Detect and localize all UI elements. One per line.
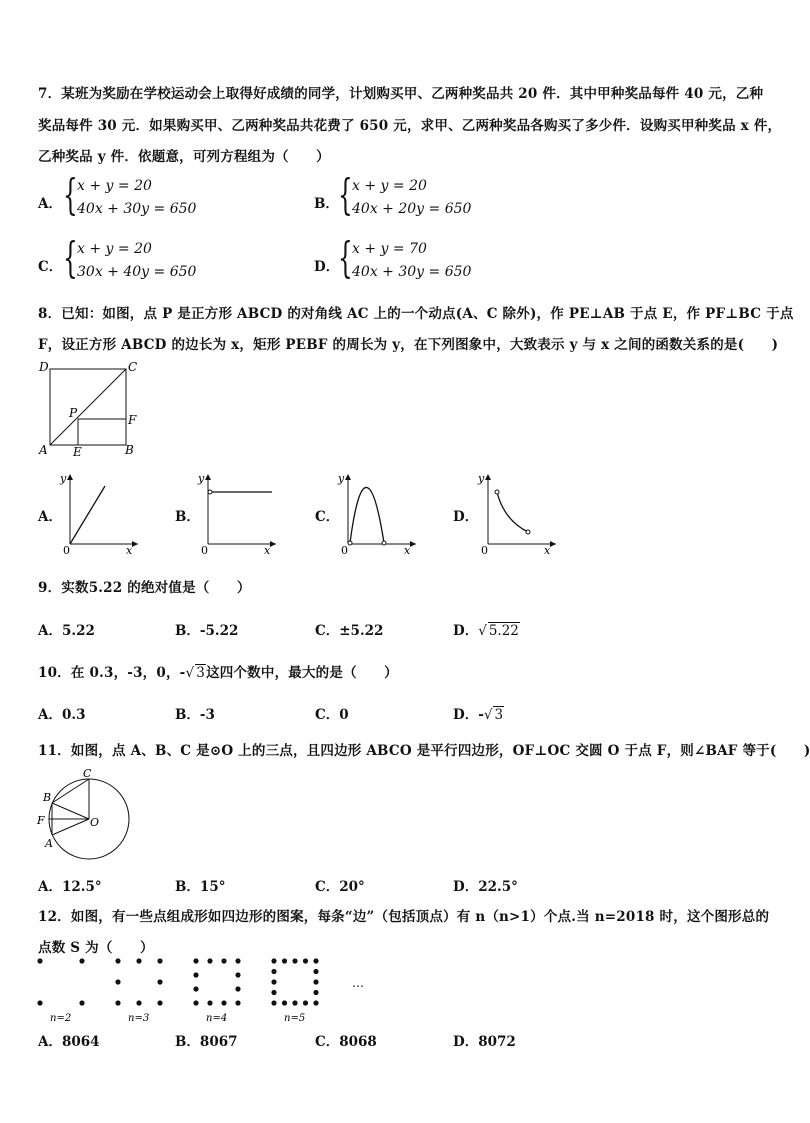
dot (271, 958, 276, 963)
dot (193, 972, 198, 977)
q8-graph-d[interactable] (476, 470, 558, 558)
svg-text:…: … (352, 976, 364, 990)
q12-stem-line1: 12．如图，有一些点组成形如四边形的图案，每条“边”（包括顶点）有 n（n>1）个点.当 n=2018 时，这个图形总的 (38, 909, 770, 925)
q12-option-c[interactable]: C．8068 (315, 1034, 377, 1050)
svg-text:C: C (83, 767, 92, 780)
dot (207, 1000, 212, 1005)
q8-option-a-label[interactable]: A． (38, 509, 62, 525)
svg-text:F: F (37, 814, 45, 827)
svg-text:y: y (338, 472, 345, 485)
q10-option-c[interactable]: C．0 (315, 707, 349, 723)
dot-groups (37, 958, 318, 1005)
q10-option-b[interactable]: B．-3 (175, 707, 215, 723)
dot (313, 958, 318, 963)
svg-text:0: 0 (201, 544, 208, 557)
q7-option-c-label[interactable]: C． (38, 259, 63, 275)
dot (79, 1000, 84, 1005)
q7-stem-line1: 7．某班为奖励在学校运动会上取得好成绩的同学，计划购买甲、乙两种奖品共 20 件．其中甲种奖品每件 40 元，乙种 (38, 86, 764, 102)
svg-text:n=5: n=5 (284, 1013, 306, 1024)
q12-option-b[interactable]: B．8067 (175, 1034, 238, 1050)
label-f: F (128, 413, 137, 427)
rectangle-pebf (78, 419, 126, 445)
q9-option-b[interactable]: B．-5.22 (175, 623, 239, 639)
q12-option-d[interactable]: D．8072 (453, 1034, 516, 1050)
svg-text:x: x (404, 544, 411, 557)
q7-option-a-eq2: 40x + 30y = 650 (77, 201, 197, 217)
svg-text:A: A (45, 837, 53, 850)
dot (271, 969, 276, 974)
label-b: B (125, 443, 134, 457)
q7-option-d-system[interactable]: { x + y = 70 40x + 30y = 650 (338, 233, 472, 282)
q8-stem-line1: 8．已知：如图，点 P 是正方形 ABCD 的对角线 AC 上的一个动点(A、C 除外)，作 PE⊥AB 于点 E，作 PF⊥BC 于点 (38, 306, 794, 322)
q7-option-b-system[interactable]: { x + y = 20 40x + 20y = 650 (338, 170, 472, 219)
segment-bo (52, 803, 89, 819)
label-e: E (73, 445, 82, 459)
svg-text:x: x (544, 544, 551, 557)
dot (303, 958, 308, 963)
q11-option-c[interactable]: C．20° (315, 879, 365, 895)
dot (37, 958, 42, 963)
q7-option-a-label[interactable]: A． (38, 196, 62, 212)
svg-text:y: y (478, 472, 485, 485)
dot (292, 958, 297, 963)
dot (313, 990, 318, 995)
q8-graph-a[interactable] (58, 470, 140, 558)
q12-option-a[interactable]: A．8064 (38, 1034, 100, 1050)
q8-stem-line2: F，设正方形 ABCD 的边长为 x，矩形 PEBF 的周长为 y，在下列图象中，大致表示 y 与 x 之间的函数关系的是( ) (38, 337, 779, 353)
dot (303, 1000, 308, 1005)
q7-option-a-eq1: x + y = 20 (77, 178, 152, 194)
svg-text:x: x (126, 544, 133, 557)
q7-option-c-eq1: x + y = 20 (77, 241, 152, 257)
q9-stem: 9．实数5.22 的绝对值是（ ） (38, 580, 251, 596)
dot (313, 979, 318, 984)
graph-c-curve (350, 487, 384, 543)
q7-option-d-label[interactable]: D． (314, 259, 340, 275)
dot (157, 958, 162, 963)
svg-text:0: 0 (481, 544, 488, 557)
dot (221, 1000, 226, 1005)
label-c: C (128, 360, 138, 374)
q7-stem-line3: 乙种奖品 y 件．依题意，可列方程组为（ ） (38, 149, 330, 165)
label-p: P (69, 406, 78, 420)
dot (193, 958, 198, 963)
q9-option-c[interactable]: C．±5.22 (315, 623, 384, 639)
svg-text:n=4: n=4 (206, 1013, 228, 1024)
q11-stem: 11．如图，点 A、B、C 是⊙O 上的三点，且四边形 ABCO 是平行四边形，OF⊥OC 交圆 O 于点 F，则∠BAF 等于( ) (38, 743, 810, 759)
dot (235, 986, 240, 991)
q7-option-c-system[interactable]: { x + y = 20 30x + 40y = 650 (63, 233, 197, 282)
dot (235, 958, 240, 963)
q7-option-b-label[interactable]: B． (314, 196, 339, 212)
q10-option-d[interactable]: D．-√ 3 (453, 707, 504, 723)
q11-circle-figure (34, 766, 140, 862)
dot (282, 958, 287, 963)
q8-option-c-label[interactable]: C． (315, 509, 340, 525)
dot (157, 979, 162, 984)
dot (282, 1000, 287, 1005)
dot (292, 1000, 297, 1005)
graph-d-curve (497, 492, 528, 532)
dot (193, 1000, 198, 1005)
q8-graph-c[interactable] (336, 470, 418, 558)
dot (37, 1000, 42, 1005)
q7-option-b-eq2: 40x + 20y = 650 (352, 201, 472, 217)
dot (271, 1000, 276, 1005)
dot (79, 958, 84, 963)
q8-option-d-label[interactable]: D． (453, 509, 479, 525)
dot (193, 986, 198, 991)
svg-text:O: O (90, 816, 100, 829)
dot (313, 969, 318, 974)
dot (235, 1000, 240, 1005)
svg-text:y: y (198, 472, 205, 485)
q7-option-d-eq2: 40x + 30y = 650 (352, 264, 472, 280)
svg-text:n=3: n=3 (128, 1013, 150, 1024)
dot (115, 979, 120, 984)
q11-option-d[interactable]: D．22.5° (453, 879, 518, 895)
q12-stem-line2: 点数 S 为（ ） (38, 940, 154, 956)
dot (271, 979, 276, 984)
svg-text:x: x (264, 544, 271, 557)
q8-graph-b[interactable] (196, 470, 278, 558)
dot (271, 990, 276, 995)
q7-option-a-system[interactable]: { x + y = 20 40x + 30y = 650 (63, 170, 197, 219)
dot (221, 958, 226, 963)
q10-stem: 10．在 0.3，-3，0，-√ 3这四个数中，最大的是（ ） (38, 665, 398, 681)
dot (207, 958, 212, 963)
svg-text:0: 0 (341, 544, 348, 557)
dot (136, 958, 141, 963)
dot (313, 1000, 318, 1005)
q9-option-d[interactable]: D．√ 5.22 (453, 623, 519, 639)
dot (115, 1000, 120, 1005)
dot (136, 1000, 141, 1005)
q11-option-a[interactable]: A．12.5° (38, 879, 102, 895)
q12-dot-patterns (30, 955, 364, 1027)
q8-square-figure (36, 358, 146, 460)
q7-option-d-eq1: x + y = 70 (352, 241, 427, 257)
label-a: A (39, 443, 48, 457)
q9-option-a[interactable]: A．5.22 (38, 623, 95, 639)
q7-stem-line2: 奖品每件 30 元．如果购买甲、乙两种奖品共花费了 650 元，求甲、乙两种奖品各购买了多少件．设购买甲种奖品 x 件， (38, 118, 782, 134)
q10-option-a[interactable]: A．0.3 (38, 707, 86, 723)
label-d: D (39, 360, 49, 374)
graph-b-open-point (208, 490, 212, 494)
segment-bc (52, 779, 89, 803)
q11-option-b[interactable]: B．15° (175, 879, 226, 895)
segment-oa (52, 819, 89, 835)
q7-option-c-eq2: 30x + 40y = 650 (77, 264, 197, 280)
svg-text:B: B (43, 791, 52, 804)
dot (235, 972, 240, 977)
q7-option-b-eq1: x + y = 20 (352, 178, 427, 194)
svg-text:n=2: n=2 (50, 1013, 72, 1024)
dot (157, 1000, 162, 1005)
q8-option-b-label[interactable]: B． (175, 509, 200, 525)
graph-a-line (70, 486, 105, 544)
svg-text:y: y (60, 472, 67, 485)
diagonal-ac (50, 369, 126, 445)
svg-text:0: 0 (63, 544, 70, 557)
dot (115, 958, 120, 963)
